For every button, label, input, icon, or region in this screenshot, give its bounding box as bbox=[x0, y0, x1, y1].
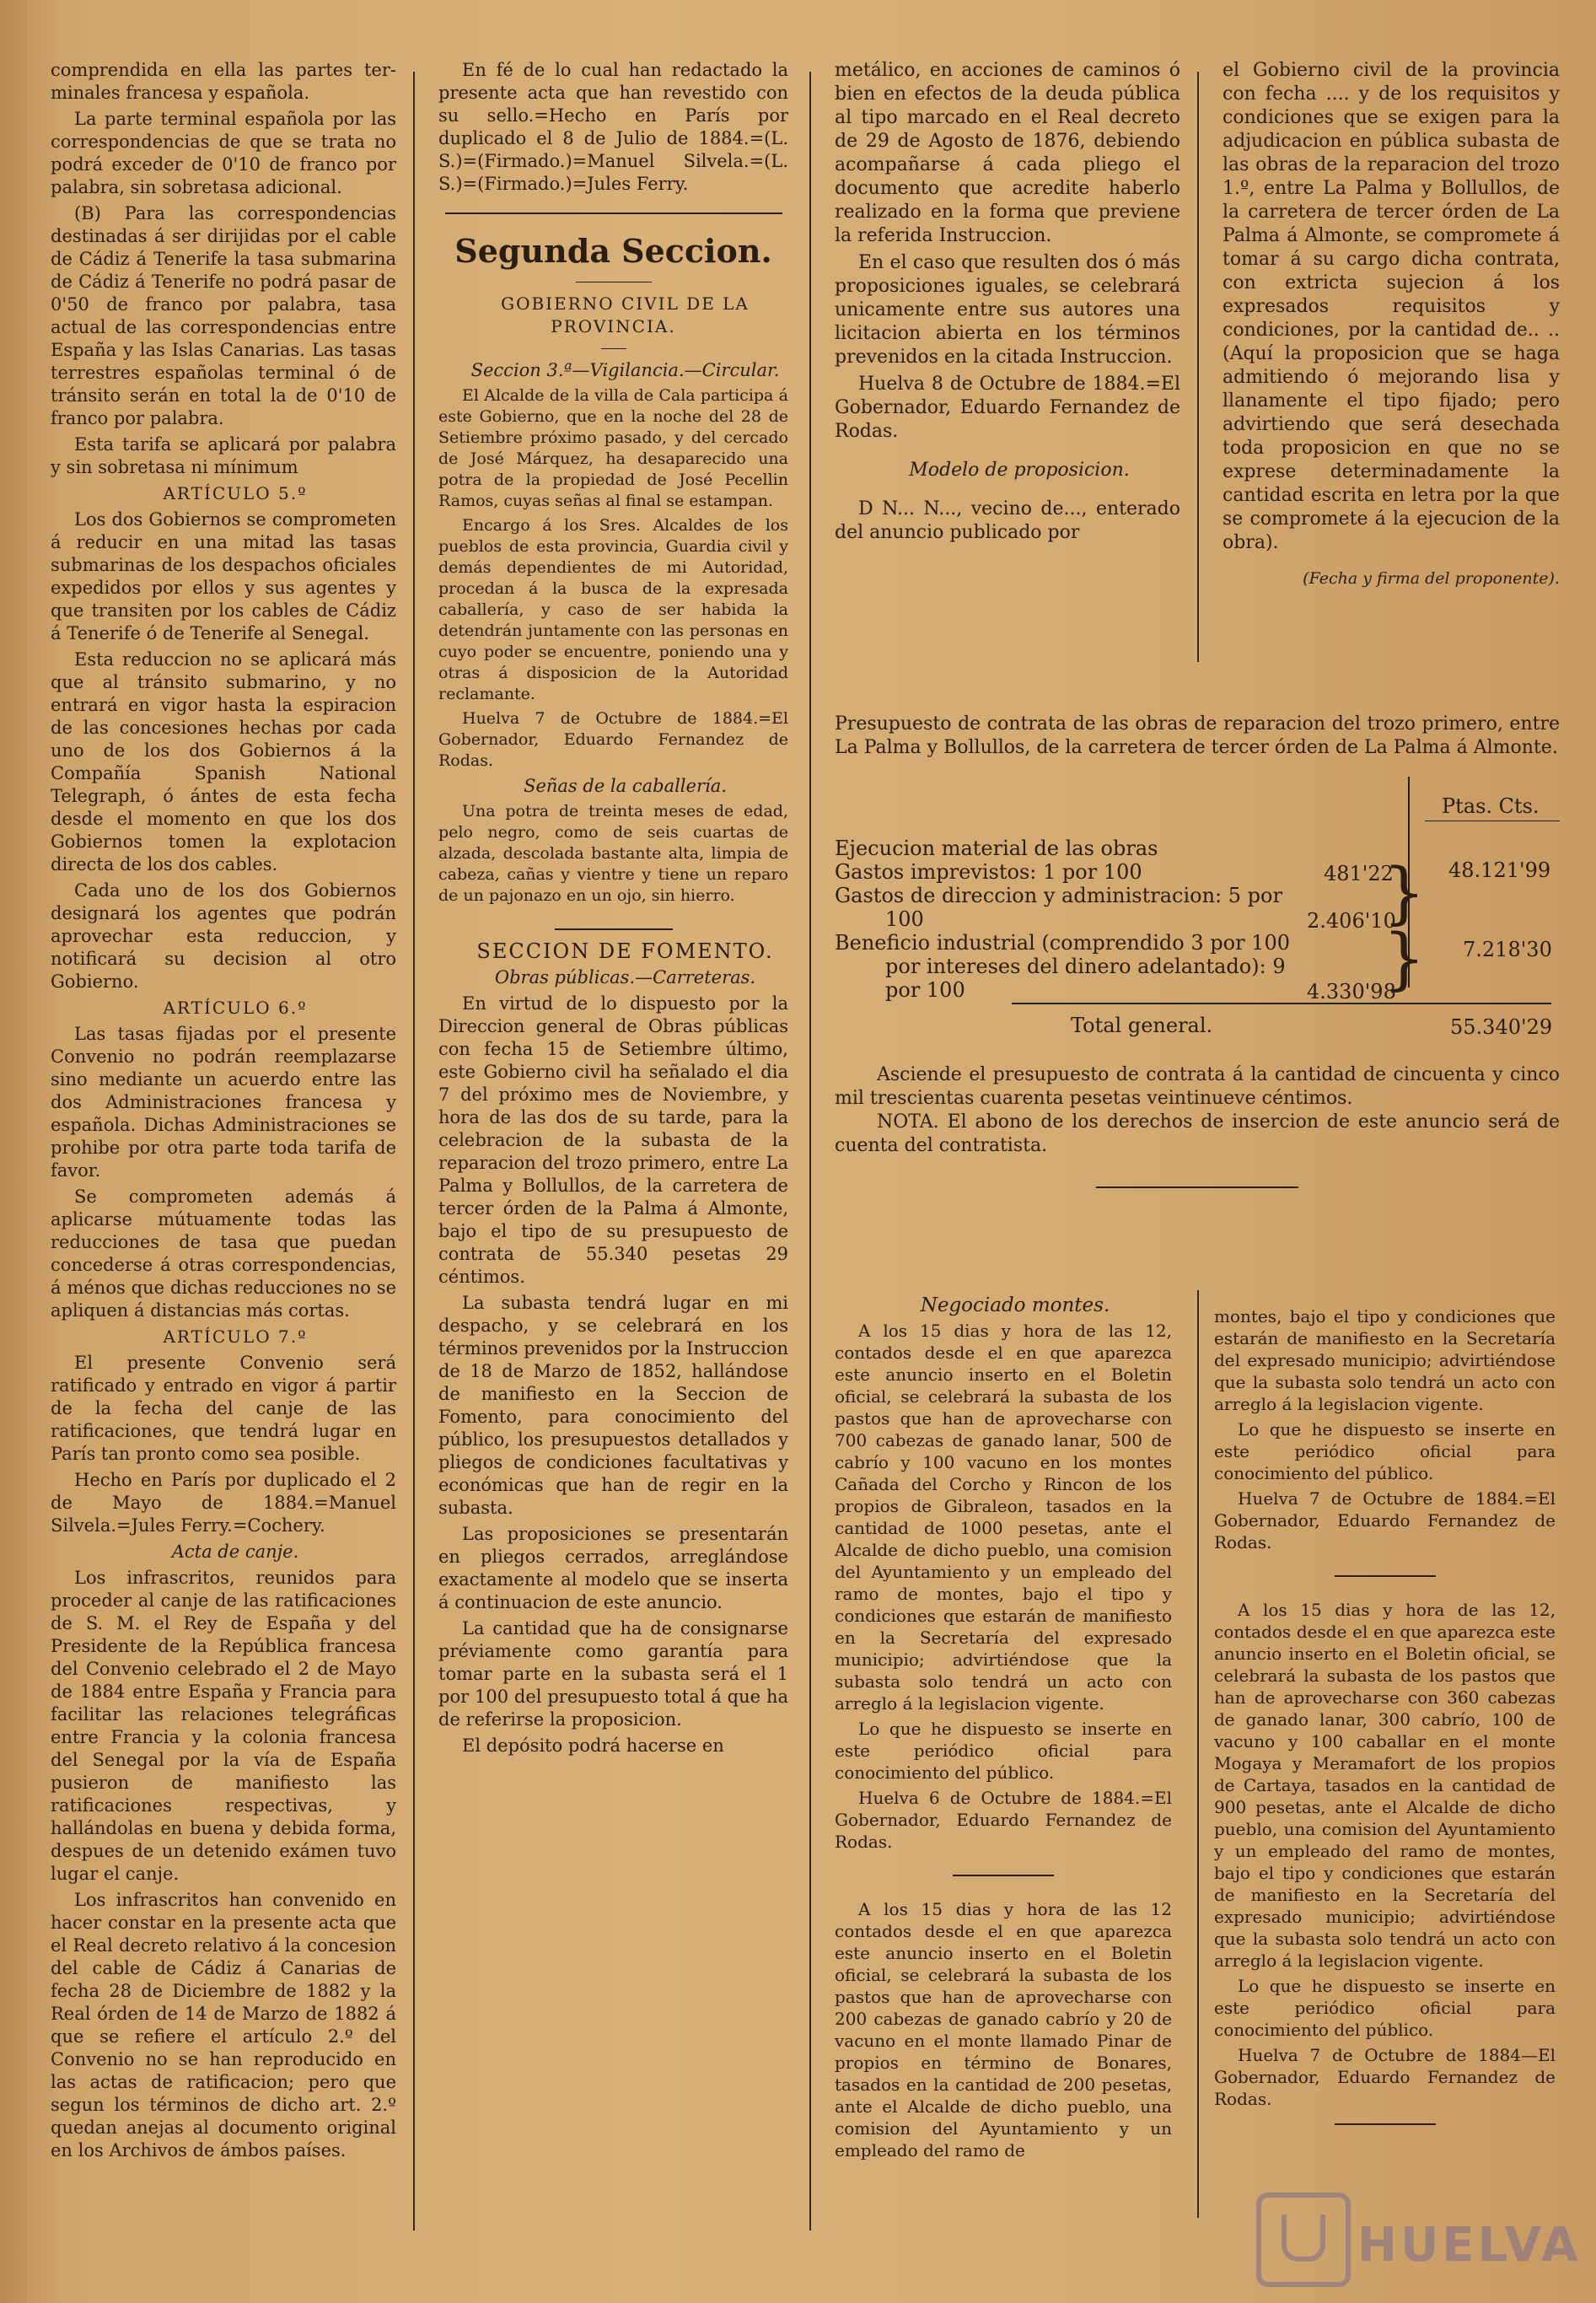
paragraph: El depósito podrá hacerse en bbox=[462, 1735, 724, 1756]
paragraph: A los 15 dias y hora de las 12, contados desde el en que aparezca este anuncio inserto en el Boletin oficial, se celebrará la subasta de los pastos que han de aprovecharse con 360 cabezas de ganado lanar, 300 cabrío, 100 de vacuno y 100 caballar en el monte Mogaya y Meramafort de los propios de Cartaya, tasados en la cantidad de 900 pesetas, ante el Alcalde de dicho pueblo, una comision del Ayuntamiento y un empleado del ramo de montes, bajo el tipo y condiciones que estarán de manifiesto en la Secretaría del expresado municipio; advirtiéndose que la subasta solo tendrá un acto con arreglo á la legislacion vigente. bbox=[1214, 1600, 1556, 1971]
budget-body bbox=[835, 777, 1560, 1013]
watermark-text: HUELVA bbox=[1357, 2218, 1582, 2273]
paragraph: A los 15 dias y hora de las 12 contados desde el en que aparezca este anuncio inserto en el Boletin oficial, se celebrará la subasta de los pastos que han de aprovecharse con 200 cabezas de ganado cabrío y 20 de vacuno en el monte llamado Pinar de propios en término de Bonares, tasados en la cantidad de 200 pesetas, ante el Alcalde de dicho pueblo, una comision del Ayuntamiento y un empleado del ramo de bbox=[835, 1899, 1172, 2160]
divider bbox=[953, 1875, 1054, 1876]
divider bbox=[445, 213, 782, 214]
paragraph: montes, bajo el tipo y condiciones que estarán de manifiesto en la Secretaría del expresado municipio; advirtiéndose que la subasta solo tendrá un acto con arreglo á la legislacion vigente. bbox=[1214, 1306, 1556, 1414]
paragraph: Las proposiciones se presentarán en pliegos cerrados, arreglándose exactamente al modelo que se inserta á continuacion de este anuncio. bbox=[438, 1524, 788, 1612]
column-rule bbox=[1197, 1290, 1199, 2218]
note: NOTA. El abono de los derechos de insercion de este anuncio será de cuenta del contratista. bbox=[835, 1111, 1560, 1156]
paragraph: El presente Convenio será ratificado y entrado en vigor á partir de la fecha del canje de las ratificaciones, que tendrá lugar en París tan pronto como sea posible. bbox=[51, 1353, 396, 1464]
total-value: 55.340'29 bbox=[1450, 1015, 1553, 1039]
paragraph: Hecho en París por duplicado el 2 de Mayo de 1884.=Manuel Silvela.=Jules Ferry.=Cochery. bbox=[51, 1470, 396, 1536]
paragraph: (B) Para las correspondencias destinadas á ser dirijidas por el cable de Cádiz á Tenerife la tasa submarina de Cádiz á Tenerife no podrá pasar de 0'50 de franco por palabra, tasa actual de las correspondencias entre España y las Islas Canarias. Las tasas terrestres españolas terminal ó de tránsito serán en total la de 0'10 de franco por palabra. bbox=[51, 203, 396, 428]
paragraph: El Alcalde de la villa de Cala participa á este Gobierno, que en la noche del 28 de Setiembre próximo pasado, y del cercado de José Márquez, ha desaparecido una potra de la propiedad de José Pecellin Ramos, cuyas señas al final se estampan. bbox=[438, 386, 788, 510]
column-2 bbox=[438, 59, 788, 1761]
paragraph: Huelva 7 de Octubre de 1884—El Gobernador, Eduardo Fernandez de Rodas. bbox=[1214, 2045, 1556, 2109]
budget-table bbox=[835, 713, 1560, 1198]
column-4-top bbox=[1223, 59, 1560, 594]
table-rule bbox=[1012, 1003, 1551, 1004]
budget-line: Gastos de direccion y administracion: 5 por bbox=[835, 884, 1282, 907]
budget-value: 48.121'99 bbox=[1448, 858, 1551, 882]
article-heading: ARTÍCULO 7.º bbox=[163, 1326, 308, 1347]
budget-title: Presupuesto de contrata de las obras de reparacion del trozo primero, entre La Palma y Bollullos, de la carretera de tercer órden de La Palma á Almonte. bbox=[835, 713, 1560, 758]
column-1 bbox=[51, 59, 396, 2166]
column-rule bbox=[809, 72, 811, 2230]
paragraph: D N... N..., vecino de..., enterado del anuncio publicado por bbox=[835, 498, 1180, 543]
paragraph: En fé de lo cual han redactado la presente acta que han revestido con su sello.=Hecho en París por duplicado el 8 de Julio de 1884.=(L. S.)=(Firmado.)=Manuel Silvela.=(L. S.)=(Firmado.)=Jules Ferry. bbox=[438, 60, 788, 194]
budget-amount: 2.406'10 bbox=[1307, 909, 1396, 933]
budget-line: Beneficio industrial (comprendido 3 por 100 bbox=[835, 931, 1290, 955]
column-rule bbox=[1197, 72, 1199, 662]
divider bbox=[1335, 1575, 1436, 1577]
table-header: Ptas. Cts. bbox=[1442, 794, 1540, 818]
budget-value: 7.218'30 bbox=[1463, 938, 1552, 961]
budget-amount: 4.330'98 bbox=[1307, 980, 1396, 1004]
total-label: Total general. bbox=[1071, 1014, 1213, 1037]
section-subheading: Acta de canje. bbox=[171, 1542, 299, 1562]
paragraph: La cantidad que ha de consignarse préviamente como garantía para tomar parte en la subasta será el 1 por 100 del presupuesto total á que ha de referirse la proposicion. bbox=[438, 1618, 788, 1730]
paragraph: La subasta tendrá lugar en mi despacho, y se celebrará en los términos prevenidos por la Instruccion de 18 de Marzo de 1852, hallándose de manifiesto en la Seccion de Fomento, para conocimiento del público, los presupuestos detallados y pliegos de condiciones facultativas y económicas que han de regir en la subasta. bbox=[438, 1293, 788, 1518]
paragraph: Huelva 7 de Octubre de 1884.=El Gobernador, Eduardo Fernandez de Rodas. bbox=[1214, 1488, 1556, 1552]
section-subheading: Modelo de proposicion. bbox=[909, 460, 1130, 481]
column-3-top bbox=[835, 59, 1180, 548]
archive-seal-icon bbox=[1256, 2193, 1351, 2287]
paragraph: Se comprometen además á aplicarse mútuamente todas las reducciones de tasa que puedan concederse á otras correspondencias, á ménos que dichas reducciones no se apliquen á distancias más cortas. bbox=[51, 1186, 396, 1321]
paragraph: Esta reduccion no se aplicará más que al tránsito submarino, y no entrará en vigor hasta la espiracion de las concesiones hechas por cada uno de los dos Gobiernos á la Compañía Spanish National Telegraph, ó ántes de esta fecha desde el momento en que los dos Gobiernos tomen la explotacion directa de los dos cables. bbox=[51, 649, 396, 874]
divider bbox=[1096, 1186, 1298, 1188]
archive-watermark bbox=[1256, 2193, 1582, 2285]
budget-line: Ejecucion material de las obras bbox=[835, 837, 1158, 860]
paragraph: La parte terminal española por las correspondencias de que se trata no podrá exceder de 0'10 de franco por palabra, sin sobretasa adicional. bbox=[51, 109, 396, 197]
section-title: Segunda Seccion. bbox=[454, 232, 772, 270]
paragraph: el Gobierno civil de la provincia con fecha .... y de los requisitos y condiciones que se exigen para la adjudicacion en pública subasta de las obras de la reparacion del trozo 1.º, entre La Palma y Bollullos, de la carretera de tercer órden de La Palma á Almonte, se compromete á tomar á su cargo dicha contrata, con extricta sujecion á los expresados requisitos y condiciones, por la cantidad de.. ..(Aquí la proposicion que se haga admitiendo ó mejorando lisa y llanamente el tipo fijado; pero advirtiendo que será desechada toda proposicion en que no se exprese determinadamente la cantidad escrita en letra por la que se compromete á la ejecucion de la obra). bbox=[1223, 60, 1560, 553]
budget-line: Gastos imprevistos: 1 por 100 bbox=[835, 860, 1142, 884]
paragraph: Encargo á los Sres. Alcaldes de los pueblos de esta provincia, Guardia civil y demás dependientes de mi Autoridad, procedan á la busca de la expresada caballería, y caso de ser habida la detendrán juntamente con las personas en cuyo poder se encuentre, poniendo una y otras á disposicion de la Autoridad reclamante. bbox=[438, 516, 788, 703]
paragraph: Cada uno de los dos Gobiernos designará los agentes que podrán aprovechar esta reduccion, y notificará su decision al otro Gobierno. bbox=[51, 880, 396, 992]
paragraph: Huelva 6 de Octubre de 1884.=El Gobernador, Eduardo Fernandez de Rodas. bbox=[835, 1788, 1172, 1852]
brace-icon: } bbox=[1383, 853, 1426, 932]
article-heading: ARTÍCULO 5.º bbox=[163, 483, 308, 503]
paragraph: Asciende el presupuesto de contrata á la cantidad de cincuenta y cinco mil trescientas cuarenta pesetas veintinueve céntimos. bbox=[835, 1064, 1560, 1109]
paragraph: Lo que he dispuesto se inserte en este periódico oficial para conocimiento del público. bbox=[1214, 1419, 1556, 1483]
paragraph: Esta tarifa se aplicará por palabra y sin sobretasa ni mínimum bbox=[51, 434, 396, 477]
divider bbox=[555, 928, 673, 930]
paragraph: Los infrascritos han convenido en hacer constar en la presente acta que el Real decreto relativo á la concesion del cable de Cádiz á Canarias de fecha 28 de Diciembre de 1882 y la Real órden de 14 de Marzo de 1882 á que se refiere el artículo 2.º del Convenio no se han reproducido en las actas de ratificacion; pero que segun los términos de dicho art. 2.º quedan anejas al documento original en los Archivos de ámbos países. bbox=[51, 1890, 396, 2160]
paragraph: En virtud de lo dispuesto por la Direccion general de Obras públicas con fecha 15 de Setiembre último, este Gobierno civil ha señalado el dia 7 del próximo mes de Noviembre, y hora de las dos de su tarde, para la celebracion de la subasta de la reparacion del trozo primero, entre La Palma y Bollullos, de la carretera de tercer órden de la Palma á Almonte, bajo el tipo de su presupuesto de contrata de 55.340 pesetas 29 céntimos. bbox=[438, 993, 788, 1287]
column-3-bottom bbox=[835, 1294, 1172, 2165]
paragraph: Una potra de treinta meses de edad, pelo negro, como de seis cuartas de alzada, descolada bastante alta, limpia de cabeza, cañas y vientre y tiene un reparo de un pajonazo en un ojo, sin hierro. bbox=[438, 802, 788, 905]
paragraph: En el caso que resulten dos ó más proposiciones iguales, se celebrará unicamente entre sus autores una licitacion abierta en los términos prevenidos en la citada Instruccion. bbox=[835, 252, 1180, 368]
section-subheading: Obras públicas.—Carreteras. bbox=[494, 967, 756, 987]
budget-line: por intereses del dinero adelantado): 9 bbox=[885, 955, 1286, 978]
section-subheading: Negociado montes. bbox=[920, 1294, 1110, 1316]
article-heading: ARTÍCULO 6.º bbox=[163, 998, 308, 1018]
column-rule bbox=[413, 72, 415, 2230]
section-subheading: Seccion 3.ª—Vigilancia.—Circular. bbox=[470, 360, 780, 380]
section-heading: GOBIERNO CIVIL DE LA PROVINCIA. bbox=[501, 293, 750, 336]
paragraph: Huelva 8 de Octubre de 1884.=El Gobernador, Eduardo Fernandez de Rodas. bbox=[835, 374, 1180, 442]
paragraph: Las tasas fijadas por el presente Convenio no podrán reemplazarse sino mediante un acuerdo entre las dos Administraciones francesa y española. Dichas Administraciones se prohibe por otra parte toda tarifa de favor. bbox=[51, 1024, 396, 1181]
signature-note: (Fecha y firma del proponente). bbox=[1303, 569, 1560, 588]
budget-total-row bbox=[835, 1013, 1560, 1047]
budget-line: por 100 bbox=[885, 978, 965, 1002]
paragraph: metálico, en acciones de caminos ó bien en efectos de la deuda pública al tipo marcado en el Real decreto de 29 de Agosto de 1876, debiendo acompañarse á cada pliego el documento que acredite haberlo realizado en la forma que previene la referida Instruccion. bbox=[835, 60, 1180, 246]
paragraph: A los 15 dias y hora de las 12, contados desde el en que aparezca este anuncio inserto en el Boletin oficial, se celebrará la subasta de los pastos que han de aprovecharse con 700 cabezas de ganado lanar, 500 de cabrío y 100 vacuno en los montes Cañada del Corcho y Rincon de los propios de Gibraleon, tasados en la cantidad de 1000 pesetas, ante el Alcalde de dicho pueblo, una comision del Ayuntamiento y un empleado del ramo de montes, bajo el tipo y condiciones que estarán de manifiesto en la Secretaría del expresado municipio; advirtiéndose que la subasta solo tendrá un acto con arreglo á la legislacion vigente. bbox=[835, 1321, 1172, 1714]
paragraph: Huelva 7 de Octubre de 1884.=El Gobernador, Eduardo Fernandez de Rodas. bbox=[438, 709, 788, 770]
paragraph: Lo que he dispuesto se inserte en este periódico oficial para conocimiento del público. bbox=[1214, 1976, 1556, 2040]
column-4-bottom bbox=[1214, 1305, 1556, 2139]
section-subheading: Señas de la caballería. bbox=[524, 776, 727, 796]
budget-amount: 481'22 bbox=[1324, 862, 1394, 885]
divider bbox=[601, 348, 626, 349]
paragraph: Lo que he dispuesto se inserte en este periódico oficial para conocimiento del público. bbox=[835, 1719, 1172, 1783]
brace-icon: } bbox=[1383, 919, 1426, 998]
paragraph: Los dos Gobiernos se comprometen á reducir en una mitad las tasas submarinas de los despachos oficiales expedidos por ellos y sus agentes y que transiten por los cables de Cádiz á Tenerife ó de Tenerife al Senegal. bbox=[51, 509, 396, 643]
paragraph: Los infrascritos, reunidos para proceder al canje de las ratificaciones de S. M. el Rey de España y del Presidente de la República francesa del Convenio celebrado el 2 de Mayo de 1884 entre España y Francia para facilitar las relaciones telegráficas entre Francia y la colonia francesa del Senegal por la vía de España pusieron de manifiesto las ratificaciones respectivas, y hallándolas en buena y debida forma, despues de un detenido exámen tuvo lugar el canje. bbox=[51, 1568, 396, 1884]
paragraph: comprendida en ella las partes ter-minales francesa y española. bbox=[51, 60, 396, 103]
budget-line: 100 bbox=[885, 907, 924, 931]
divider bbox=[1335, 2123, 1436, 2125]
section-heading: SECCION DE FOMENTO. bbox=[476, 939, 774, 963]
